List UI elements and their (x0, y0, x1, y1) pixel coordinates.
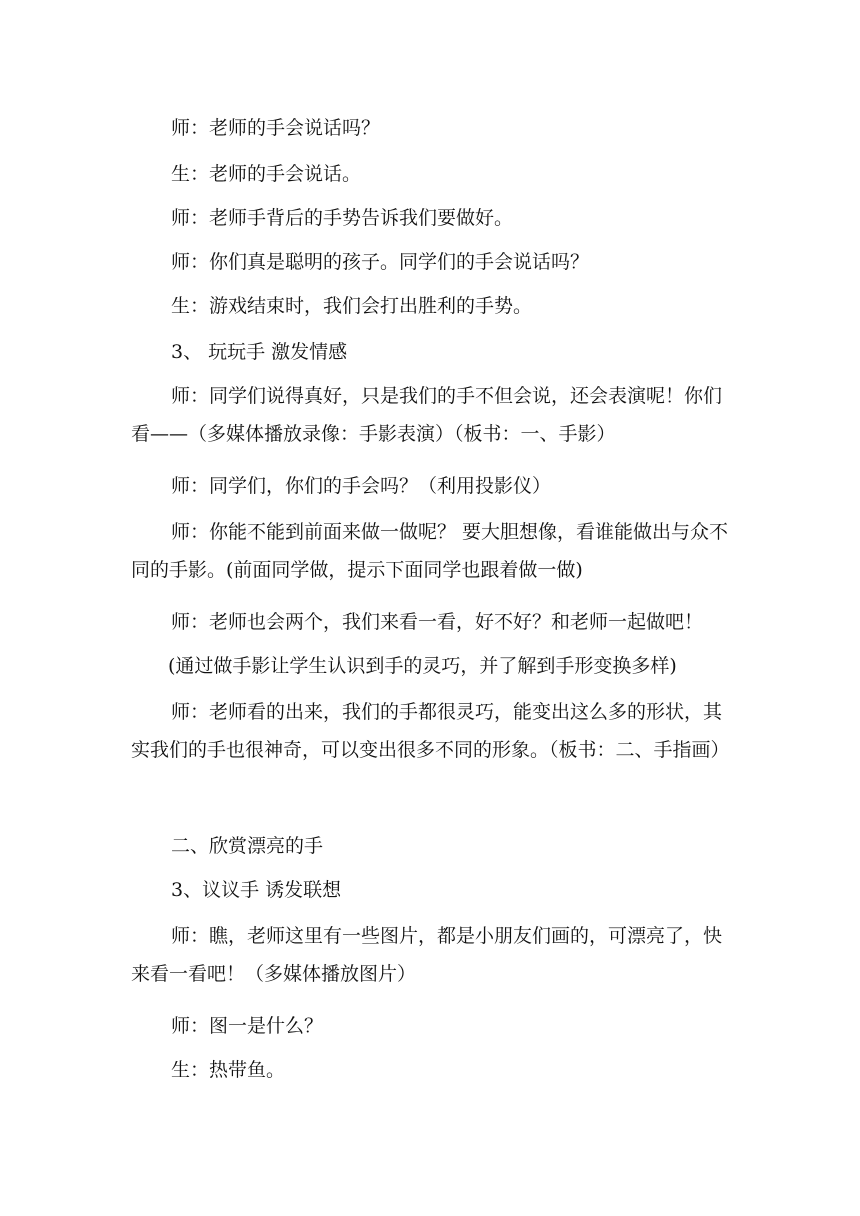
paragraph: 生：热带鱼。 (171, 1059, 286, 1081)
section-heading: 3、议议手 诱发联想 (171, 879, 342, 901)
paragraph: 生：老师的手会说话。 (171, 163, 362, 185)
paragraph: 师：你能不能到前面来做一做呢？ 要大胆想像，看谁能做出与众不同的手影。(前面同学做，提示下面同学也跟着做一做) (131, 521, 729, 581)
paragraph: 师：老师手背后的手势告诉我们要做好。 (171, 207, 514, 229)
paragraph: 师：老师也会两个，我们来看一看，好不好？和老师一起做吧！ (171, 611, 704, 633)
section-heading: 二、欣赏漂亮的手 (171, 835, 324, 857)
paragraph: 师：图一是什么？ (171, 1015, 324, 1037)
section-heading: 3、 玩玩手 激发情感 (171, 341, 348, 363)
paragraph: 师：你们真是聪明的孩子。同学们的手会说话吗？ (171, 251, 590, 273)
paragraph: 师：老师的手会说话吗？ (171, 117, 381, 139)
paragraph: 师：同学们，你们的手会吗？（利用投影仪） (171, 475, 552, 497)
paragraph: 师：同学们说得真好，只是我们的手不但会说，还会表演呢！你们看——（多媒体播放录像：手影表演）（板书：一、手影） (131, 385, 723, 445)
paragraph: 生：游戏结束时，我们会打出胜利的手势。 (171, 295, 533, 317)
paragraph: 师：老师看的出来，我们的手都很灵巧，能变出这么多的形状，其实我们的手也很神奇，可以变出很多不同的形象。（板书：二、手指画） (131, 701, 730, 761)
paragraph: (通过做手影让学生认识到手的灵巧，并了解到手形变换多样) (168, 655, 677, 677)
paragraph: 师：瞧，老师这里有一些图片，都是小朋友们画的，可漂亮了，快来看一看吧！（多媒体播放图片） (131, 925, 723, 985)
